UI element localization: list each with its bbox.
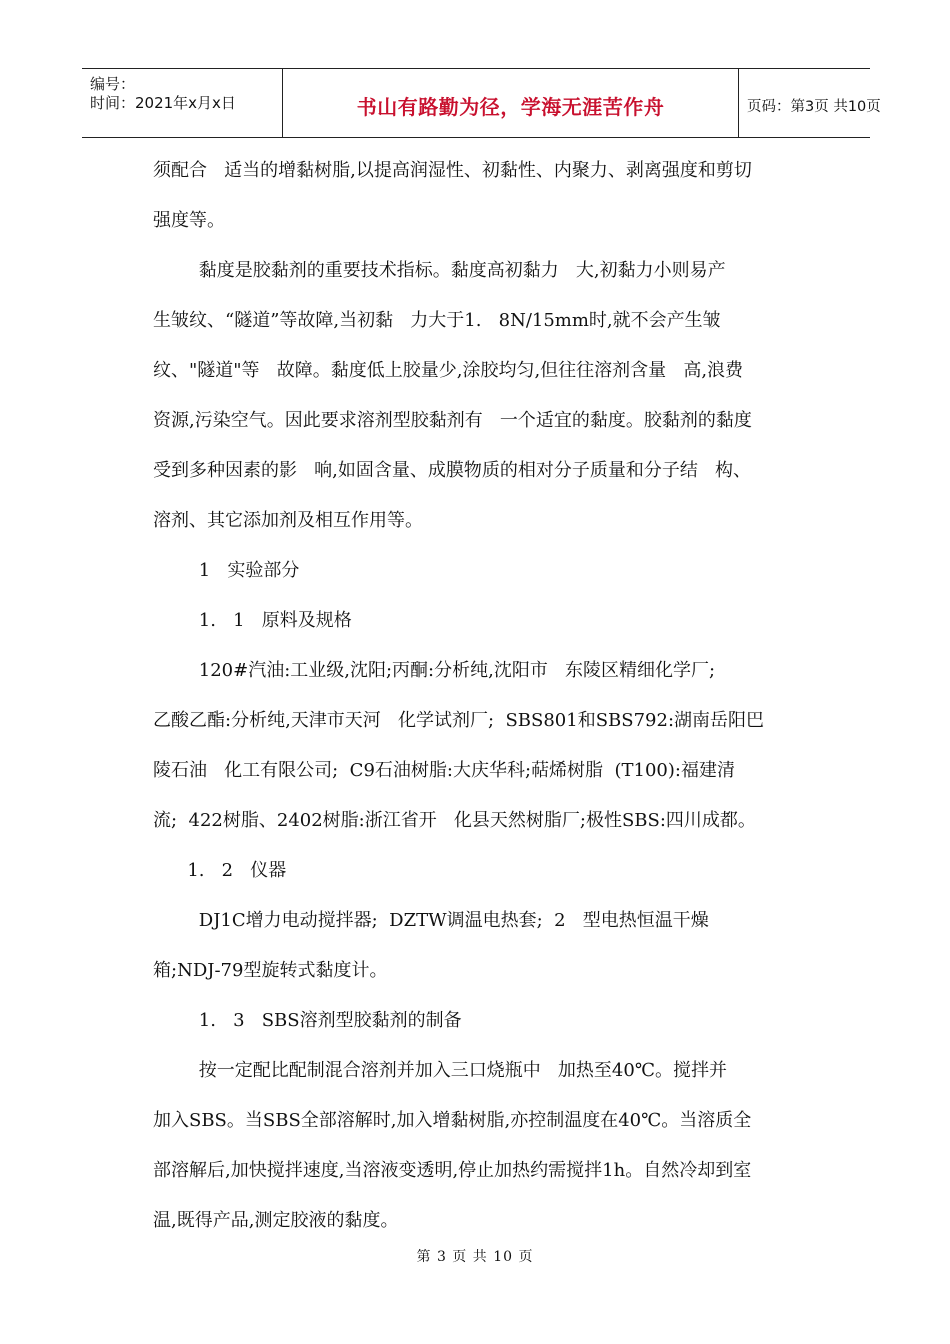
text-line: 按一定配比配制混合溶剂并加入三口烧瓶中 加热至40℃。搅拌并 bbox=[153, 1060, 727, 1081]
header-motto: 书山有路勤为径，学海无涯苦作舟 bbox=[356, 95, 665, 119]
text-line: 温,既得产品,测定胶液的黏度。 bbox=[153, 1210, 399, 1231]
text-line: 加入SBS。当SBS全部溶解时,加入增黏树脂,亦控制温度在40℃。当溶质全 bbox=[153, 1110, 752, 1131]
section-heading: 1 实验部分 bbox=[153, 560, 300, 581]
text-line: 部溶解后,加快搅拌速度,当溶液变透明,停止加热约需搅拌1h。自然冷却到室 bbox=[153, 1160, 752, 1181]
subsection-heading: 1. 1 原料及规格 bbox=[153, 610, 352, 631]
subsection-heading: 1. 2 仪器 bbox=[153, 860, 287, 881]
page-header bbox=[82, 68, 881, 138]
page-footer: 第 3 页 共 10 页 bbox=[416, 1249, 534, 1265]
text-line: 黏度是胶黏剂的重要技术指标。黏度高初黏力 大,初黏力小则易产 bbox=[153, 260, 726, 281]
date-label: 时间：2021年x月x日 bbox=[90, 94, 236, 112]
header-page-info: 页码：第3页 共10页 bbox=[747, 99, 881, 115]
text-line: 流; 422树脂、2402树脂:浙江省开 化县天然树脂厂;极性SBS:四川成都。 bbox=[153, 810, 756, 831]
text-line: DJ1C增力电动搅拌器; DZTW调温电热套; 2 型电热恒温干燥 bbox=[153, 910, 709, 931]
text-line: 须配合 适当的增黏树脂,以提高润湿性、初黏性、内聚力、剥离强度和剪切 bbox=[153, 160, 752, 181]
header-meta bbox=[82, 69, 282, 137]
text-line: 乙酸乙酯:分析纯,天津市天河 化学试剂厂; SBS801和SBS792:湖南岳阳巴 bbox=[153, 710, 765, 731]
text-line: 强度等。 bbox=[153, 210, 225, 231]
text-line: 箱;NDJ-79型旋转式黏度计。 bbox=[153, 960, 388, 981]
subsection-heading: 1. 3 SBS溶剂型胶黏剂的制备 bbox=[153, 1010, 462, 1031]
text-line: 纹、"隧道"等 故障。黏度低上胶量少,涂胶均匀,但往往溶剂含量 高,浪费 bbox=[153, 360, 744, 381]
header-page-cell bbox=[737, 69, 881, 137]
text-line: 120#汽油:工业级,沈阳;丙酮:分析纯,沈阳市 东陵区精细化学厂; bbox=[153, 660, 716, 681]
text-line: 资源,污染空气。因此要求溶剂型胶黏剂有 一个适宜的黏度。胶黏剂的黏度 bbox=[153, 410, 752, 431]
header-motto-cell bbox=[282, 69, 739, 137]
text-line: 陵石油 化工有限公司; C9石油树脂:大庆华科;萜烯树脂 (T100):福建清 bbox=[153, 760, 735, 781]
text-line: 生皱纹、“隧道”等故障,当初黏 力大于1. 8N/15mm时,就不会产生皱 bbox=[153, 310, 721, 331]
serial-number-label: 编号： bbox=[90, 75, 136, 93]
text-line: 受到多种因素的影 响,如固含量、成膜物质的相对分子质量和分子结 构、 bbox=[153, 460, 752, 481]
text-line: 溶剂、其它添加剂及相互作用等。 bbox=[153, 510, 423, 531]
